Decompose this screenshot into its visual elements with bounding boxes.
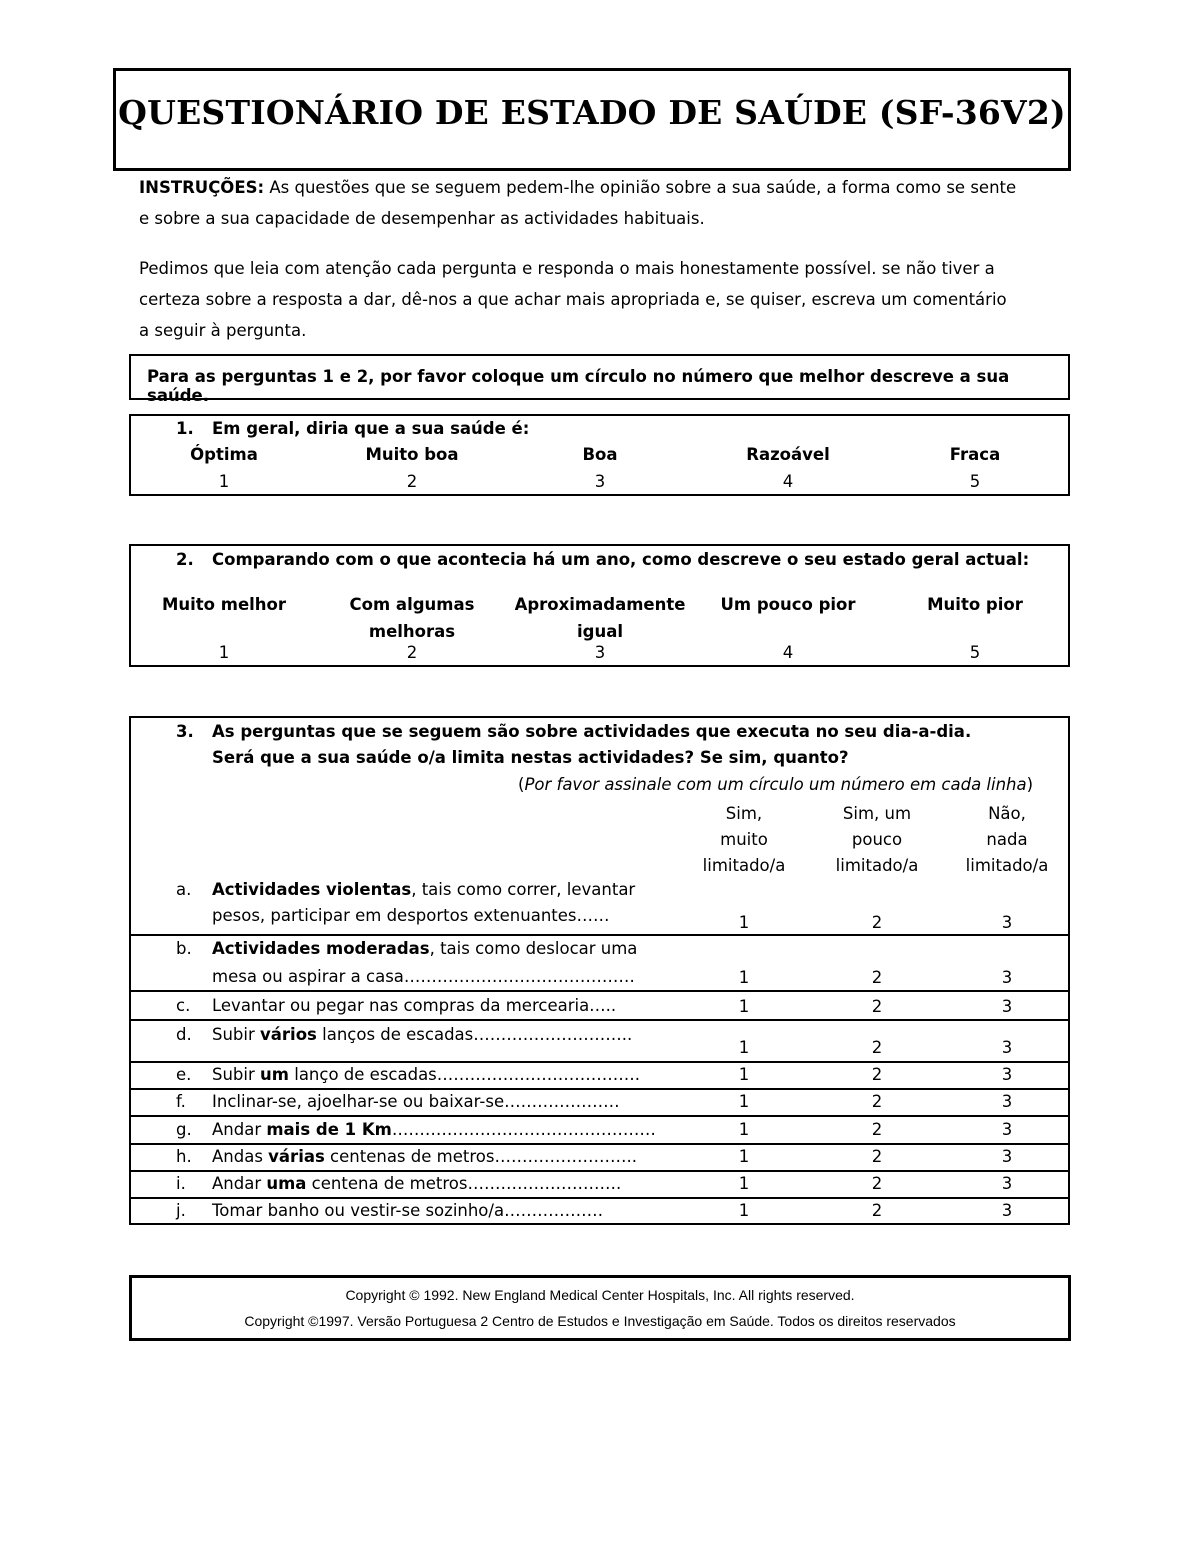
q1-value-5[interactable]: 5 xyxy=(969,472,981,491)
instructions-p2-line3: a seguir à pergunta. xyxy=(139,321,307,340)
q3-row-divider xyxy=(129,990,1070,992)
q1-value-2[interactable]: 2 xyxy=(406,472,418,491)
q2-option-4: Um pouco pior xyxy=(720,595,856,614)
q3-f-letter: f. xyxy=(176,1092,186,1111)
q3-j-letter: j. xyxy=(176,1201,186,1220)
q3-b-text-line2: mesa ou aspirar a casa…………………………………… xyxy=(212,967,635,986)
q3-d-letter: d. xyxy=(176,1025,192,1044)
page-title: QUESTIONÁRIO DE ESTADO DE SAÚDE (SF-36V2) xyxy=(118,93,1066,132)
q3-d-text: Subir vários lanços de escadas……………………….. xyxy=(212,1025,633,1044)
q3-i-value-2[interactable]: 2 xyxy=(871,1174,883,1193)
q3-h-text: Andas várias centenas de metros…………………….. xyxy=(212,1147,637,1166)
q3-c-value-3[interactable]: 3 xyxy=(1001,997,1013,1016)
q2-number: 2. xyxy=(176,550,194,569)
q3-f-value-3[interactable]: 3 xyxy=(1001,1092,1013,1111)
q1-option-1: Óptima xyxy=(190,445,258,464)
q3-f-value-2[interactable]: 2 xyxy=(871,1092,883,1111)
q1-question: Em geral, diria que a sua saúde é: xyxy=(212,419,530,438)
q3-row-divider xyxy=(129,1115,1070,1117)
q3-j-value-3[interactable]: 3 xyxy=(1001,1201,1013,1220)
q3-a-text: Actividades violentas, tais como correr, levantar xyxy=(212,880,636,899)
q3-e-value-1[interactable]: 1 xyxy=(738,1065,750,1084)
q3-h-value-3[interactable]: 3 xyxy=(1001,1147,1013,1166)
q1-option-3: Boa xyxy=(582,445,618,464)
q3-row-divider xyxy=(129,1088,1070,1090)
q1-value-3[interactable]: 3 xyxy=(594,472,606,491)
q3-d-value-2[interactable]: 2 xyxy=(871,1038,883,1057)
q3-c-letter: c. xyxy=(176,996,191,1015)
instructions-p2-line2: certeza sobre a resposta a dar, dê-nos a que achar mais apropriada e, se quiser, escreva um comentário xyxy=(139,290,1007,309)
q3-number: 3. xyxy=(176,722,194,741)
q3-e-letter: e. xyxy=(176,1065,192,1084)
q2-value-5[interactable]: 5 xyxy=(969,643,981,662)
q3-c-value-2[interactable]: 2 xyxy=(871,997,883,1016)
q3-col-header-3: Não, nada limitado/a xyxy=(965,804,1049,875)
q3-row-divider xyxy=(129,1061,1070,1063)
q3-i-value-1[interactable]: 1 xyxy=(738,1174,750,1193)
q3-i-letter: i. xyxy=(176,1174,186,1193)
q3-row-divider xyxy=(129,1019,1070,1021)
q3-e-value-2[interactable]: 2 xyxy=(871,1065,883,1084)
q2-option-2: Com algumas melhoras xyxy=(349,595,475,641)
q3-e-value-3[interactable]: 3 xyxy=(1001,1065,1013,1084)
q3-note: (Por favor assinale com um círculo um número em cada linha) xyxy=(518,775,1034,794)
q1-option-4: Razoável xyxy=(746,445,830,464)
q3-a-value-1[interactable]: 1 xyxy=(738,913,750,932)
q3-j-text: Tomar banho ou vestir-se sozinho/a……………… xyxy=(212,1201,604,1220)
q3-row-divider xyxy=(129,1143,1070,1145)
instructions-paragraph xyxy=(139,172,1074,234)
instructions-paragraph-2 xyxy=(139,253,1074,346)
q3-g-value-1[interactable]: 1 xyxy=(738,1120,750,1139)
q3-e-text: Subir um lanço de escadas………………………………. xyxy=(212,1065,641,1084)
q1-option-5: Fraca xyxy=(949,445,1001,464)
q3-i-text: Andar uma centena de metros………………………. xyxy=(212,1174,622,1193)
q3-b-text: Actividades moderadas, tais como deslocar uma xyxy=(212,939,638,958)
q1-value-1[interactable]: 1 xyxy=(218,472,230,491)
q3-c-value-1[interactable]: 1 xyxy=(738,997,750,1016)
intro-text: Para as perguntas 1 e 2, por favor coloque um círculo no número que melhor descreve a sua saúde. xyxy=(147,367,1010,405)
q3-h-value-1[interactable]: 1 xyxy=(738,1147,750,1166)
q3-b-letter: b. xyxy=(176,939,192,958)
q3-b-value-3[interactable]: 3 xyxy=(1001,968,1013,987)
q3-a-letter: a. xyxy=(176,880,192,899)
q3-col-header-2: Sim, um pouco limitado/a xyxy=(835,804,919,875)
instructions-line2: e sobre a sua capacidade de desempenhar as actividades habituais. xyxy=(139,209,705,228)
q2-value-3[interactable]: 3 xyxy=(594,643,606,662)
q3-i-value-3[interactable]: 3 xyxy=(1001,1174,1013,1193)
q3-row-divider xyxy=(129,1170,1070,1172)
q3-g-value-3[interactable]: 3 xyxy=(1001,1120,1013,1139)
q2-option-3: Aproximadamente igual xyxy=(514,595,686,641)
q3-line1: As perguntas que se seguem são sobre actividades que executa no seu dia-a-dia. xyxy=(212,722,972,741)
copyright-line-1: Copyright © 1992. New England Medical Center Hospitals, Inc. All rights reserved. xyxy=(345,1287,855,1303)
q1-option-2: Muito boa xyxy=(365,445,459,464)
q3-g-text: Andar mais de 1 Km………………………………………… xyxy=(212,1120,656,1139)
q3-row-divider xyxy=(129,934,1070,936)
q2-value-1[interactable]: 1 xyxy=(218,643,230,662)
q3-h-letter: h. xyxy=(176,1147,192,1166)
q3-a-text-line2: pesos, participar em desportos extenuantes…… xyxy=(212,906,610,925)
q3-a-value-3[interactable]: 3 xyxy=(1001,913,1013,932)
q1-value-4[interactable]: 4 xyxy=(782,472,794,491)
q3-d-value-3[interactable]: 3 xyxy=(1001,1038,1013,1057)
q3-d-value-1[interactable]: 1 xyxy=(738,1038,750,1057)
q3-line2: Será que a sua saúde o/a limita nestas actividades? Se sim, quanto? xyxy=(212,748,849,767)
q2-question: Comparando com o que acontecia há um ano, como descreve o seu estado geral actual: xyxy=(212,550,1030,569)
q3-f-text: Inclinar-se, ajoelhar-se ou baixar-se………………… xyxy=(212,1092,620,1111)
q3-j-value-2[interactable]: 2 xyxy=(871,1201,883,1220)
instructions-line1: As questões que se seguem pedem-lhe opinião sobre a sua saúde, a forma como se sente xyxy=(264,178,1017,197)
instructions-label: INSTRUÇÕES: xyxy=(139,178,265,197)
intro-box xyxy=(129,354,1070,405)
q3-b-value-2[interactable]: 2 xyxy=(871,968,883,987)
q3-f-value-1[interactable]: 1 xyxy=(738,1092,750,1111)
q3-c-text: Levantar ou pegar nas compras da mercearia….. xyxy=(212,996,617,1015)
q1-number: 1. xyxy=(176,419,194,438)
q3-h-value-2[interactable]: 2 xyxy=(871,1147,883,1166)
q3-a-value-2[interactable]: 2 xyxy=(871,913,883,932)
q3-g-value-2[interactable]: 2 xyxy=(871,1120,883,1139)
title-box xyxy=(113,68,1071,171)
copyright-box xyxy=(129,1275,1071,1341)
q3-g-letter: g. xyxy=(176,1120,192,1139)
q3-b-value-1[interactable]: 1 xyxy=(738,968,750,987)
q3-row-divider xyxy=(129,1197,1070,1199)
q3-col-header-1: Sim, muito limitado/a xyxy=(702,804,786,875)
q2-value-4[interactable]: 4 xyxy=(782,643,794,662)
q2-option-1: Muito melhor xyxy=(161,595,287,614)
q2-value-2[interactable]: 2 xyxy=(406,643,418,662)
q3-j-value-1[interactable]: 1 xyxy=(738,1201,750,1220)
q2-option-5: Muito pior xyxy=(927,595,1023,614)
instructions-p2-line1: Pedimos que leia com atenção cada pergunta e responda o mais honestamente possível. se não tiver a xyxy=(139,259,995,278)
copyright-line-2: Copyright ©1997. Versão Portuguesa 2 Centro de Estudos e Investigação em Saúde. Todos os direitos reservados xyxy=(244,1313,956,1329)
